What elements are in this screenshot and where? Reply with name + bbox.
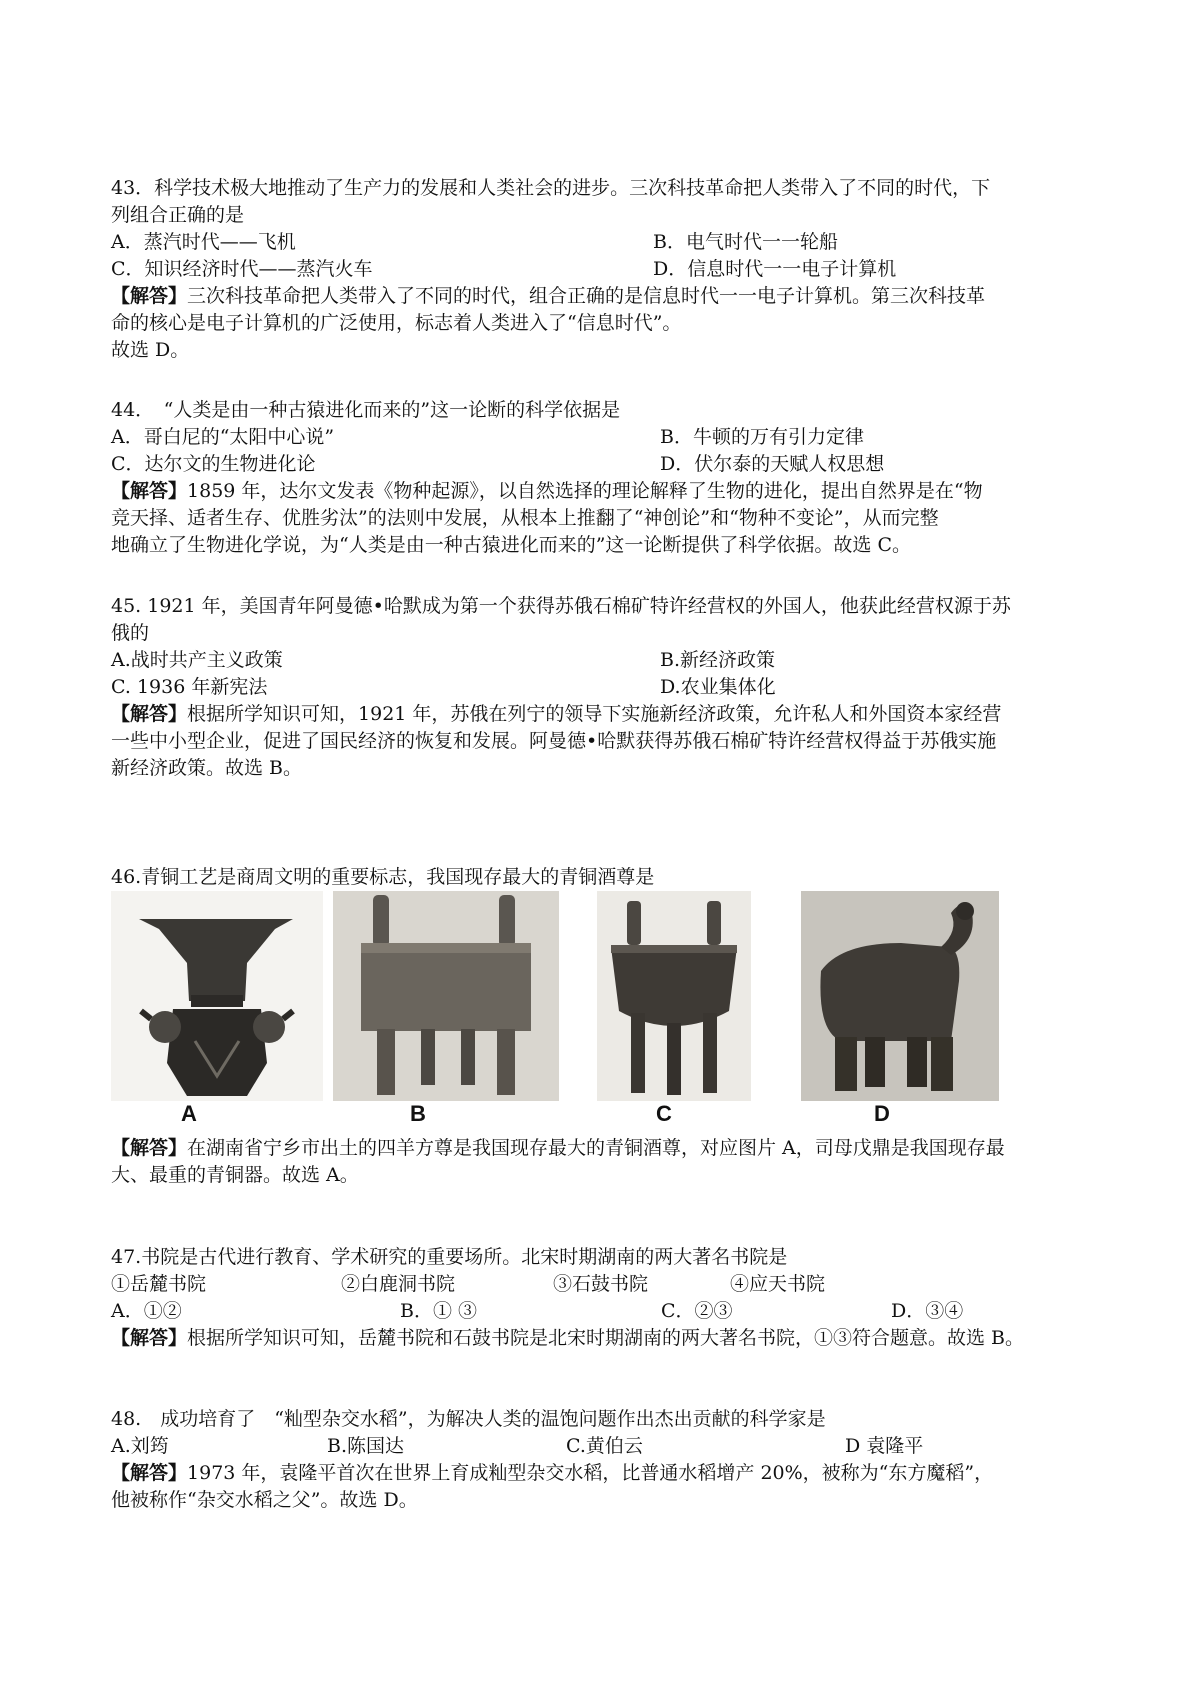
q44-stem: 44． “人类是由一种古猿进化而来的”这一论断的科学依据是 bbox=[111, 399, 621, 421]
q47-stem: 47.书院是古代进行教育、学术研究的重要场所。北宋时期湖南的两大著名书院是 bbox=[111, 1246, 788, 1268]
figure-panel-a bbox=[111, 891, 323, 1127]
answer-text: 根据所学知识可知，1921 年，苏俄在列宁的领导下实施新经济政策，允许私人和外国资本家经营 bbox=[187, 703, 1002, 725]
q45-option-d: D.农业集体化 bbox=[660, 676, 776, 698]
figure-panel-c bbox=[597, 891, 751, 1127]
answer-label: 【解答】 bbox=[111, 1327, 188, 1349]
q48-answer-line1 bbox=[111, 1460, 993, 1487]
answer-label: 【解答】 bbox=[111, 1462, 188, 1484]
q47-item-2: ②白鹿洞书院 bbox=[341, 1273, 456, 1295]
answer-label: 【解答】 bbox=[111, 703, 188, 725]
q47-option-c: C．②③ bbox=[661, 1300, 733, 1322]
q46-stem: 46.青铜工艺是商周文明的重要标志，我国现存最大的青铜酒尊是 bbox=[111, 866, 655, 888]
q46-answer-line2: 大、最重的青铜器。故选 A。 bbox=[111, 1164, 359, 1186]
q48-answer-line2: 他被称作“杂交水稻之父”。故选 D。 bbox=[111, 1489, 418, 1511]
q46-answer-line1 bbox=[111, 1135, 1005, 1162]
q45-stem-line1: 45. 1921 年，美国青年阿曼德•哈默成为第一个获得苏俄石棉矿特许经营权的外国人，他获此经营权源于苏 bbox=[111, 595, 1011, 617]
q45-answer-line2: 一些中小型企业，促进了国民经济的恢复和发展。阿曼德•哈默获得苏俄石棉矿特许经营权得益于苏俄实施 bbox=[111, 730, 997, 752]
q45-stem-line2: 俄的 bbox=[111, 622, 150, 644]
answer-text: 1973 年，袁隆平首次在世界上育成籼型杂交水稻，比普通水稻增产 20%，被称为“东方魔稻”， bbox=[187, 1462, 994, 1484]
caption-a: A bbox=[181, 1101, 197, 1126]
caption-c: C bbox=[656, 1101, 672, 1126]
caption-b: B bbox=[410, 1101, 426, 1126]
q44-answer-line1 bbox=[111, 478, 983, 505]
q43-option-b: B．电气时代一一轮船 bbox=[653, 231, 838, 253]
q45-answer-line3: 新经济政策。故选 B。 bbox=[111, 757, 303, 779]
square-ding-image bbox=[333, 891, 559, 1101]
answer-text: 根据所学知识可知，岳麓书院和石鼓书院是北宋时期湖南的两大著名书院，①③符合题意。故选 B。 bbox=[187, 1327, 1025, 1349]
q44-answer-line2: 竞天择、适者生存、优胜劣汰”的法则中发展，从根本上推翻了“神创论”和“物种不变论”，从而完整 bbox=[111, 507, 939, 529]
q44-option-a: A．哥白尼的“太阳中心说” bbox=[111, 426, 335, 448]
q43-stem-line2: 列组合正确的是 bbox=[111, 204, 245, 226]
q47-option-b: B．① ③ bbox=[400, 1300, 478, 1322]
q47-item-1: ①岳麓书院 bbox=[111, 1273, 207, 1295]
figure-panel-d bbox=[801, 891, 999, 1127]
answer-text: 三次科技革命把人类带入了不同的时代，组合正确的是信息时代一一电子计算机。第三次科技革 bbox=[187, 285, 986, 307]
q44-answer-line3: 地确立了生物进化学说，为“人类是由一种古猿进化而来的”这一论断提供了科学依据。故选 C。 bbox=[111, 534, 912, 556]
bronze-vessels-figure bbox=[111, 891, 999, 1127]
q47-option-d: D．③④ bbox=[891, 1300, 964, 1322]
q45-answer-line1 bbox=[111, 701, 1001, 728]
q45-option-b: B.新经济政策 bbox=[660, 649, 776, 671]
q48-stem: 48. 成功培育了 “籼型杂交水稻”，为解决人类的温饱问题作出杰出贡献的科学家是 bbox=[111, 1408, 826, 1430]
q47-option-a: A．①② bbox=[111, 1300, 182, 1322]
round-ding-image bbox=[597, 891, 751, 1101]
q44-option-b: B．牛顿的万有引力定律 bbox=[660, 426, 864, 448]
q44-option-d: D．伏尔泰的天赋人权思想 bbox=[660, 453, 885, 475]
answer-text: 1859 年，达尔文发表《物种起源》，以自然选择的理论解释了生物的进化，提出自然界是在“物 bbox=[187, 480, 983, 502]
answer-label: 【解答】 bbox=[111, 285, 188, 307]
elephant-zun-image bbox=[801, 891, 999, 1101]
q43-answer-line2: 命的核心是电子计算机的广泛使用，标志着人类进入了“信息时代”。 bbox=[111, 312, 682, 334]
q48-option-b: B.陈国达 bbox=[327, 1435, 405, 1457]
q47-item-4: ④应天书院 bbox=[730, 1273, 826, 1295]
q43-option-a: A．蒸汽时代——飞机 bbox=[111, 231, 296, 253]
answer-label: 【解答】 bbox=[111, 480, 188, 502]
q48-option-c: C.黄伯云 bbox=[566, 1435, 643, 1457]
q44-option-c: C．达尔文的生物进化论 bbox=[111, 453, 316, 475]
q43-answer-line1 bbox=[111, 283, 985, 310]
q43-stem-line1: 43．科学技术极大地推动了生产力的发展和人类社会的进步。三次科技革命把人类带入了不同的时代，下 bbox=[111, 177, 991, 199]
q47-answer-line1 bbox=[111, 1325, 1024, 1352]
q43-answer-line3: 故选 D。 bbox=[111, 339, 190, 361]
q47-item-3: ③石鼓书院 bbox=[553, 1273, 649, 1295]
q48-option-a: A.刘筠 bbox=[111, 1435, 169, 1457]
q45-option-c: C. 1936 年新宪法 bbox=[111, 676, 268, 698]
caption-d: D bbox=[874, 1101, 890, 1126]
q48-option-d: D 袁隆平 bbox=[845, 1435, 924, 1457]
figure-panel-b bbox=[333, 891, 559, 1127]
square-zun-image bbox=[111, 891, 323, 1101]
q45-option-a: A.战时共产主义政策 bbox=[111, 649, 283, 671]
answer-label: 【解答】 bbox=[111, 1137, 188, 1159]
q43-option-d: D．信息时代一一电子计算机 bbox=[653, 258, 897, 280]
answer-text: 在湖南省宁乡市出土的四羊方尊是我国现存最大的青铜酒尊，对应图片 A，司母戊鼎是我国现存最 bbox=[187, 1137, 1005, 1159]
q43-option-c: C．知识经济时代——蒸汽火车 bbox=[111, 258, 373, 280]
